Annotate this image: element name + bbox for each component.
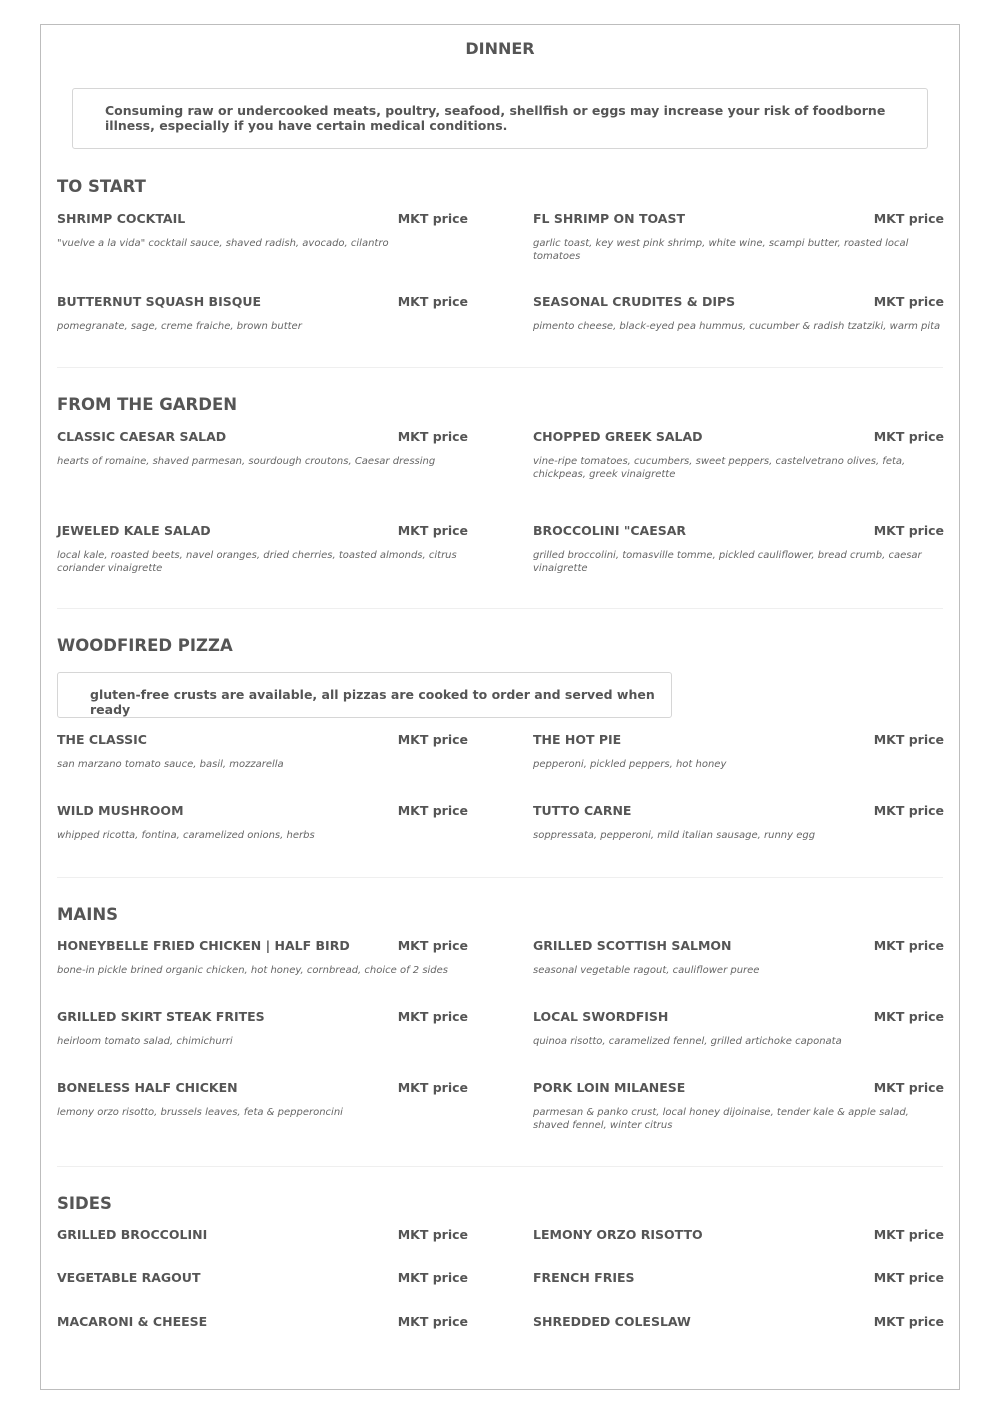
menu-item-price: MKT price (397, 1270, 468, 1285)
section-divider (57, 608, 943, 609)
menu-item-price: MKT price (873, 523, 944, 538)
menu-page (40, 24, 960, 1390)
menu-item-price: MKT price (397, 732, 468, 747)
menu-item-name: GRILLED SCOTTISH SALMON (533, 938, 732, 953)
menu-item-name: PORK LOIN MILANESE (533, 1080, 686, 1095)
menu-item-name: SHREDDED COLESLAW (533, 1314, 691, 1329)
menu-item-description: vine-ripe tomatoes, cucumbers, sweet peppers, castelvetrano olives, feta, chickpeas, greek vinaigrette (533, 456, 906, 480)
menu-item-price: MKT price (873, 294, 944, 309)
menu-item-price: MKT price (397, 803, 468, 818)
menu-item-description: seasonal vegetable ragout, cauliflower puree (533, 965, 760, 976)
menu-item-price: MKT price (873, 1314, 944, 1329)
menu-item-price: MKT price (873, 938, 944, 953)
menu-item-price: MKT price (397, 938, 468, 953)
menu-item-price: MKT price (397, 429, 468, 444)
menu-item-name: GRILLED BROCCOLINI (57, 1227, 208, 1242)
menu-item-description: local kale, roasted beets, navel oranges, dried cherries, toasted almonds, citrus coriander vinaigrette (57, 550, 457, 574)
section-divider (57, 367, 943, 368)
menu-item-price: MKT price (397, 1080, 468, 1095)
menu-item-description: parmesan & panko crust, local honey dijoinaise, tender kale & apple salad, shaved fennel, winter citrus (533, 1107, 909, 1131)
menu-item-name: LEMONY ORZO RISOTTO (533, 1227, 703, 1242)
menu-item-name: BROCCOLINI "CAESAR (533, 523, 687, 538)
menu-item-name: VEGETABLE RAGOUT (57, 1270, 201, 1285)
page-title: DINNER (465, 39, 535, 58)
menu-item-description: bone-in pickle brined organic chicken, hot honey, cornbread, choice of 2 sides (57, 965, 449, 976)
menu-item-description: hearts of romaine, shaved parmesan, sourdough croutons, Caesar dressing (57, 456, 436, 467)
menu-item-name: CHOPPED GREEK SALAD (533, 429, 703, 444)
section-title-sides: SIDES (57, 1194, 112, 1213)
menu-item-price: MKT price (397, 294, 468, 309)
menu-item-description: quinoa risotto, caramelized fennel, grilled artichoke caponata (533, 1036, 842, 1047)
menu-item-description: san marzano tomato sauce, basil, mozzarella (57, 759, 284, 770)
section-divider (57, 1166, 943, 1167)
section-title-woodfired-pizza: WOODFIRED PIZZA (57, 636, 233, 655)
menu-item-description: grilled broccolini, tomasville tomme, pickled cauliflower, bread crumb, caesar vinaigrette (533, 550, 922, 574)
menu-item-name: HONEYBELLE FRIED CHICKEN | HALF BIRD (57, 938, 350, 953)
menu-item-price: MKT price (397, 1227, 468, 1242)
menu-item-description: "vuelve a la vida" cocktail sauce, shaved radish, avocado, cilantro (57, 238, 389, 249)
menu-item-name: BONELESS HALF CHICKEN (57, 1080, 238, 1095)
menu-item-price: MKT price (873, 1227, 944, 1242)
menu-item-name: FRENCH FRIES (533, 1270, 635, 1285)
menu-item-price: MKT price (873, 803, 944, 818)
menu-item-price: MKT price (873, 211, 944, 226)
menu-item-name: MACARONI & CHEESE (57, 1314, 208, 1329)
menu-item-description: pomegranate, sage, creme fraiche, brown butter (57, 321, 302, 332)
menu-item-price: MKT price (397, 1009, 468, 1024)
food-safety-notice: Consuming raw or undercooked meats, poultry, seafood, shellfish or eggs may increase your risk of foodborne illness, especially if you have certain medical conditions. (72, 88, 928, 149)
menu-item-description: heirloom tomato salad, chimichurri (57, 1036, 233, 1047)
menu-item-price: MKT price (397, 211, 468, 226)
menu-item-price: MKT price (397, 1314, 468, 1329)
section-title-mains: MAINS (57, 905, 119, 924)
menu-item-price: MKT price (873, 732, 944, 747)
menu-item-name: THE HOT PIE (533, 732, 622, 747)
menu-item-description: whipped ricotta, fontina, caramelized onions, herbs (57, 830, 315, 841)
menu-item-name: LOCAL SWORDFISH (533, 1009, 669, 1024)
menu-item-name: TUTTO CARNE (533, 803, 632, 818)
menu-item-name: CLASSIC CAESAR SALAD (57, 429, 227, 444)
menu-item-description: lemony orzo risotto, brussels leaves, feta & pepperoncini (57, 1107, 343, 1118)
menu-item-name: SHRIMP COCKTAIL (57, 211, 186, 226)
menu-item-description: pepperoni, pickled peppers, hot honey (533, 759, 727, 770)
menu-item-description: pimento cheese, black-eyed pea hummus, cucumber & radish tzatziki, warm pita (533, 321, 941, 332)
menu-item-name: SEASONAL CRUDITES & DIPS (533, 294, 736, 309)
menu-item-name: WILD MUSHROOM (57, 803, 184, 818)
pizza-note: gluten-free crusts are available, all pizzas are cooked to order and served when ready (57, 672, 672, 718)
menu-item-name: BUTTERNUT SQUASH BISQUE (57, 294, 262, 309)
menu-item-price: MKT price (873, 1270, 944, 1285)
section-title-from-the-garden: FROM THE GARDEN (57, 395, 238, 414)
menu-item-name: GRILLED SKIRT STEAK FRITES (57, 1009, 265, 1024)
menu-item-price: MKT price (873, 1009, 944, 1024)
menu-item-name: FL SHRIMP ON TOAST (533, 211, 686, 226)
menu-item-description: soppressata, pepperoni, mild italian sausage, runny egg (533, 830, 816, 841)
menu-item-name: JEWELED KALE SALAD (57, 523, 211, 538)
section-divider (57, 877, 943, 878)
menu-item-name: THE CLASSIC (57, 732, 147, 747)
menu-item-description: garlic toast, key west pink shrimp, white wine, scampi butter, roasted local tomatoes (533, 238, 909, 262)
menu-item-price: MKT price (397, 523, 468, 538)
menu-item-price: MKT price (873, 1080, 944, 1095)
section-title-to-start: TO START (57, 177, 146, 196)
menu-item-price: MKT price (873, 429, 944, 444)
